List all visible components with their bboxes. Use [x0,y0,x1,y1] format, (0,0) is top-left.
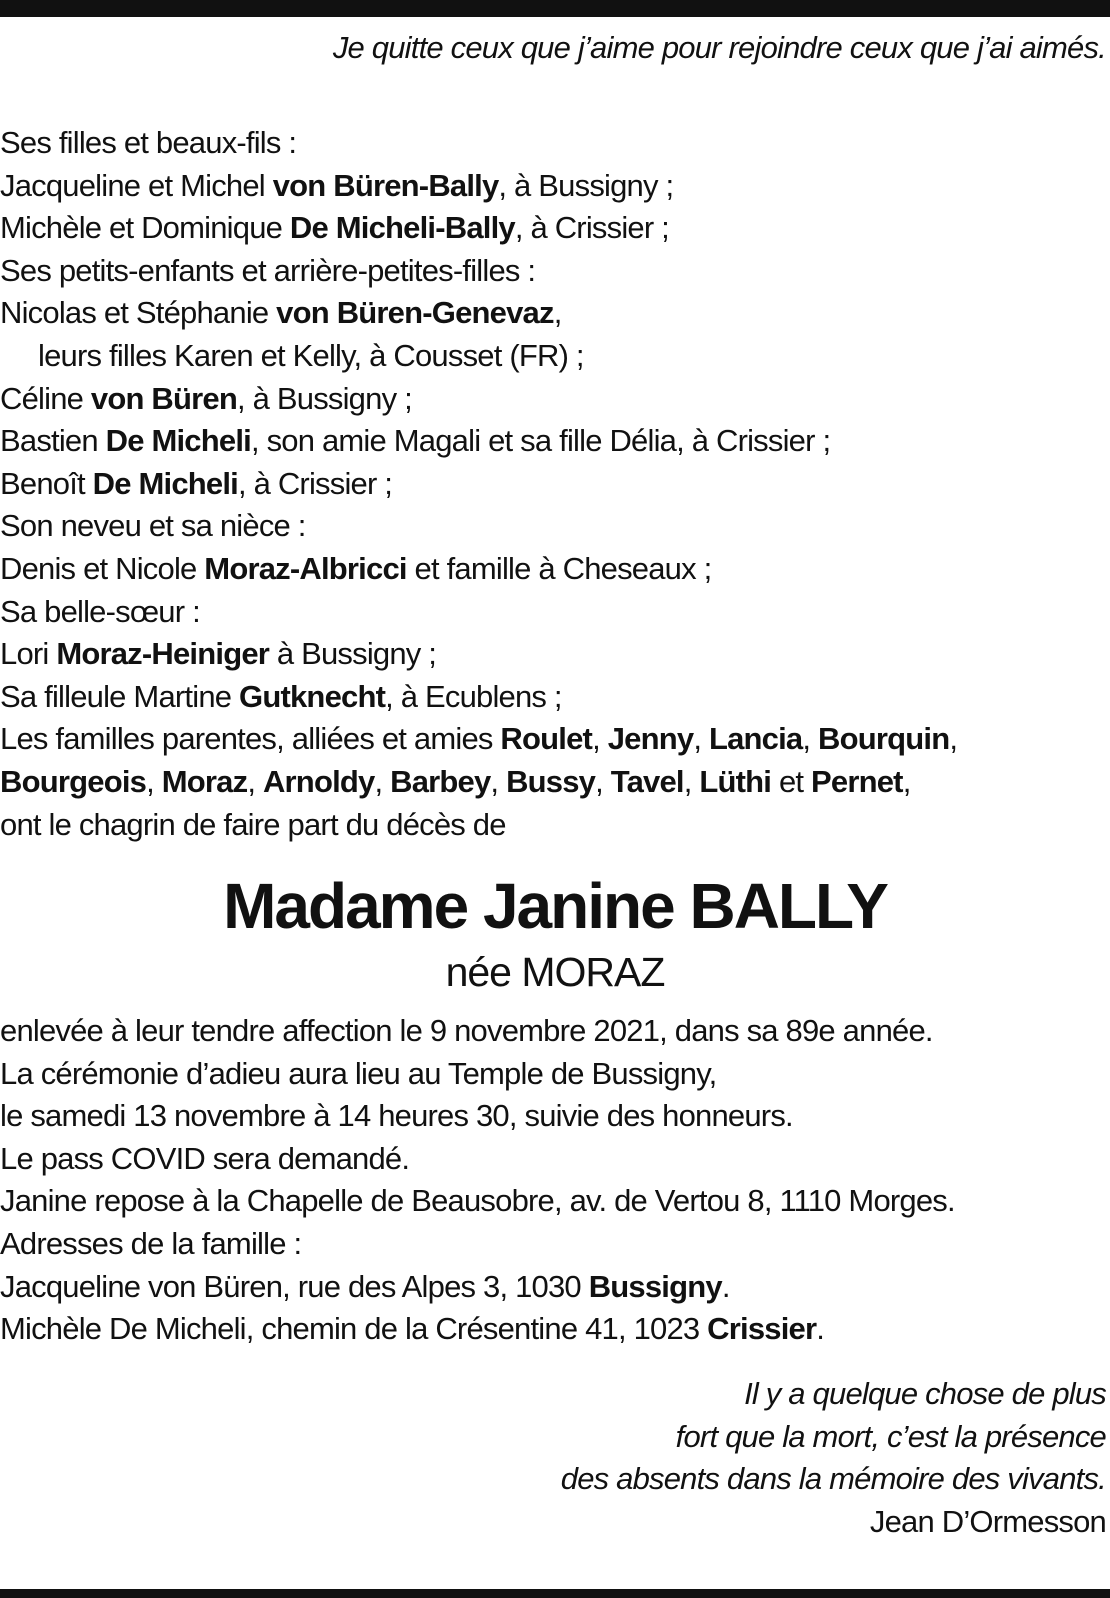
maiden-name: née MORAZ [445,949,665,995]
family-surname: von Büren [90,380,237,416]
text-segment: , à Bussigny ; [237,380,412,416]
text-segment: , à Ecublens ; [385,678,562,714]
text-segment: Jacqueline et Michel [0,167,273,203]
detail-line [0,1138,1108,1181]
text-segment: Janine repose à la Chapelle de Beausobre, av. de Vertou 8, 1110 Morges. [0,1183,955,1219]
family-line [0,633,1108,676]
text-segment: Michèle et Dominique [0,210,290,246]
family-surname: Lüthi [699,763,772,799]
text-segment: , [693,721,709,757]
family-line [0,250,1108,293]
family-line [0,718,1108,761]
text-segment: , [374,763,391,799]
family-surname: Bourgeois [0,763,147,799]
family-line [0,292,1108,335]
text-segment: Céline [0,380,91,416]
family-line [0,761,1108,804]
family-line [0,207,1108,250]
text-segment: , à Bussigny ; [498,167,674,203]
text-segment: enlevée à leur tendre affection le 9 novembre 2021, dans sa 89e année. [0,1013,933,1048]
text-segment: et [771,763,812,799]
text-segment: . [816,1311,825,1347]
text-segment: Michèle De Micheli, chemin de la Crésentine 41, 1023 [0,1311,708,1347]
family-surname: von Büren-Bally [272,167,499,203]
family-surname: Roulet [500,721,593,757]
family-surname: Moraz [161,763,248,799]
detail-line [0,1223,1108,1266]
detail-line [0,1095,1108,1138]
text-segment: ont le chagrin de faire part du décès de [0,806,506,842]
closing-quote-line: fort que la mort, c’est la présence [675,1418,1106,1454]
family-surname: Moraz-Heiniger [56,636,270,672]
bottom-border-rule [0,1589,1110,1598]
text-segment: , [247,763,263,799]
text-segment: Denis et Nicole [0,550,205,586]
family-surname: von Büren-Genevaz [276,295,554,331]
text-segment: Ses petits-enfants et arrière-petites-filles : [0,252,536,288]
family-line [0,804,1108,847]
family-surname: Pernet [811,763,903,799]
text-segment: La cérémonie d’adieu aura lieu au Temple de Bussigny, [0,1055,717,1091]
family-surname: Gutknecht [239,678,386,714]
family-line [0,420,1108,463]
family-surname: Lancia [708,721,803,757]
family-surname: De Micheli [105,423,251,459]
text-segment: le samedi 13 novembre à 14 heures 30, suivie des honneurs. [0,1098,793,1134]
text-segment: Le pass COVID sera demandé. [0,1140,410,1176]
text-segment: Les familles parentes, alliées et amies [0,721,501,757]
family-line [0,676,1108,719]
text-segment: Son neveu et sa nièce : [0,508,306,544]
family-line [0,548,1108,591]
family-list [0,122,1108,846]
family-line [0,378,1108,421]
text-segment: , [595,763,611,799]
text-segment: Bastien [0,423,106,459]
family-surname: Barbey [390,763,491,799]
family-surname: Tavel [610,763,684,799]
text-segment: , son amie Magali et sa fille Délia, à Crissier ; [250,423,831,459]
top-border-rule [0,0,1110,17]
text-segment: leurs filles Karen et Kelly, à Cousset (FR) ; [38,337,584,373]
family-line [0,591,1108,634]
deceased-name: Madame Janine BALLY [223,870,887,942]
detail-line [0,1266,1108,1309]
text-segment: , [592,721,608,757]
detail-line [0,1053,1108,1096]
text-segment: et famille à Cheseaux ; [406,550,712,586]
text-segment: , à Crissier ; [514,210,669,246]
family-surname: Moraz-Albricci [204,550,407,586]
family-line [0,335,1108,378]
closing-quote [561,1373,1106,1543]
family-surname: Bussigny [588,1268,722,1304]
text-segment: Sa belle-sœur : [0,593,200,629]
text-segment: Jacqueline von Büren, rue des Alpes 3, 1030 [0,1268,589,1304]
detail-line [0,1010,1108,1053]
text-segment: Lori [0,636,57,672]
closing-quote-line: Il y a quelque chose de plus [744,1376,1106,1411]
family-surname: Bourquin [818,721,950,757]
text-segment: , [683,763,700,799]
ceremony-details [0,1010,1108,1351]
family-surname: De Micheli-Bally [289,210,515,246]
closing-quote-line: des absents dans la mémoire des vivants. [560,1461,1106,1497]
family-line [0,122,1108,165]
family-line [0,505,1108,548]
family-surname: Bussy [506,763,596,799]
family-surname: De Micheli [92,465,238,501]
family-line [0,463,1108,506]
family-surname: Crissier [707,1311,817,1347]
text-segment: Sa filleule Martine [0,678,240,714]
text-segment: , [553,295,562,331]
text-segment: Benoît [0,465,93,501]
text-segment: à Bussigny ; [269,636,437,672]
text-segment: . [721,1268,730,1304]
family-line [0,165,1108,208]
detail-line [0,1308,1108,1351]
text-segment: , [802,721,819,757]
text-segment: , [902,763,911,799]
text-segment: , [490,763,507,799]
quote-author: Jean D’Ormesson [869,1503,1106,1539]
detail-line [0,1180,1108,1223]
family-surname: Jenny [607,721,694,757]
text-segment: Ses filles et beaux-fils : [0,125,297,160]
text-segment: Nicolas et Stéphanie [0,295,277,331]
text-segment: , à Crissier ; [237,465,393,501]
text-segment: , [146,763,162,799]
family-surname: Arnoldy [262,763,375,799]
epigraph-quote: Je quitte ceux que j’aime pour rejoindre ceux que j’ai aimés. [332,30,1106,65]
text-segment: Adresses de la famille : [0,1225,302,1261]
text-segment: , [949,721,958,757]
